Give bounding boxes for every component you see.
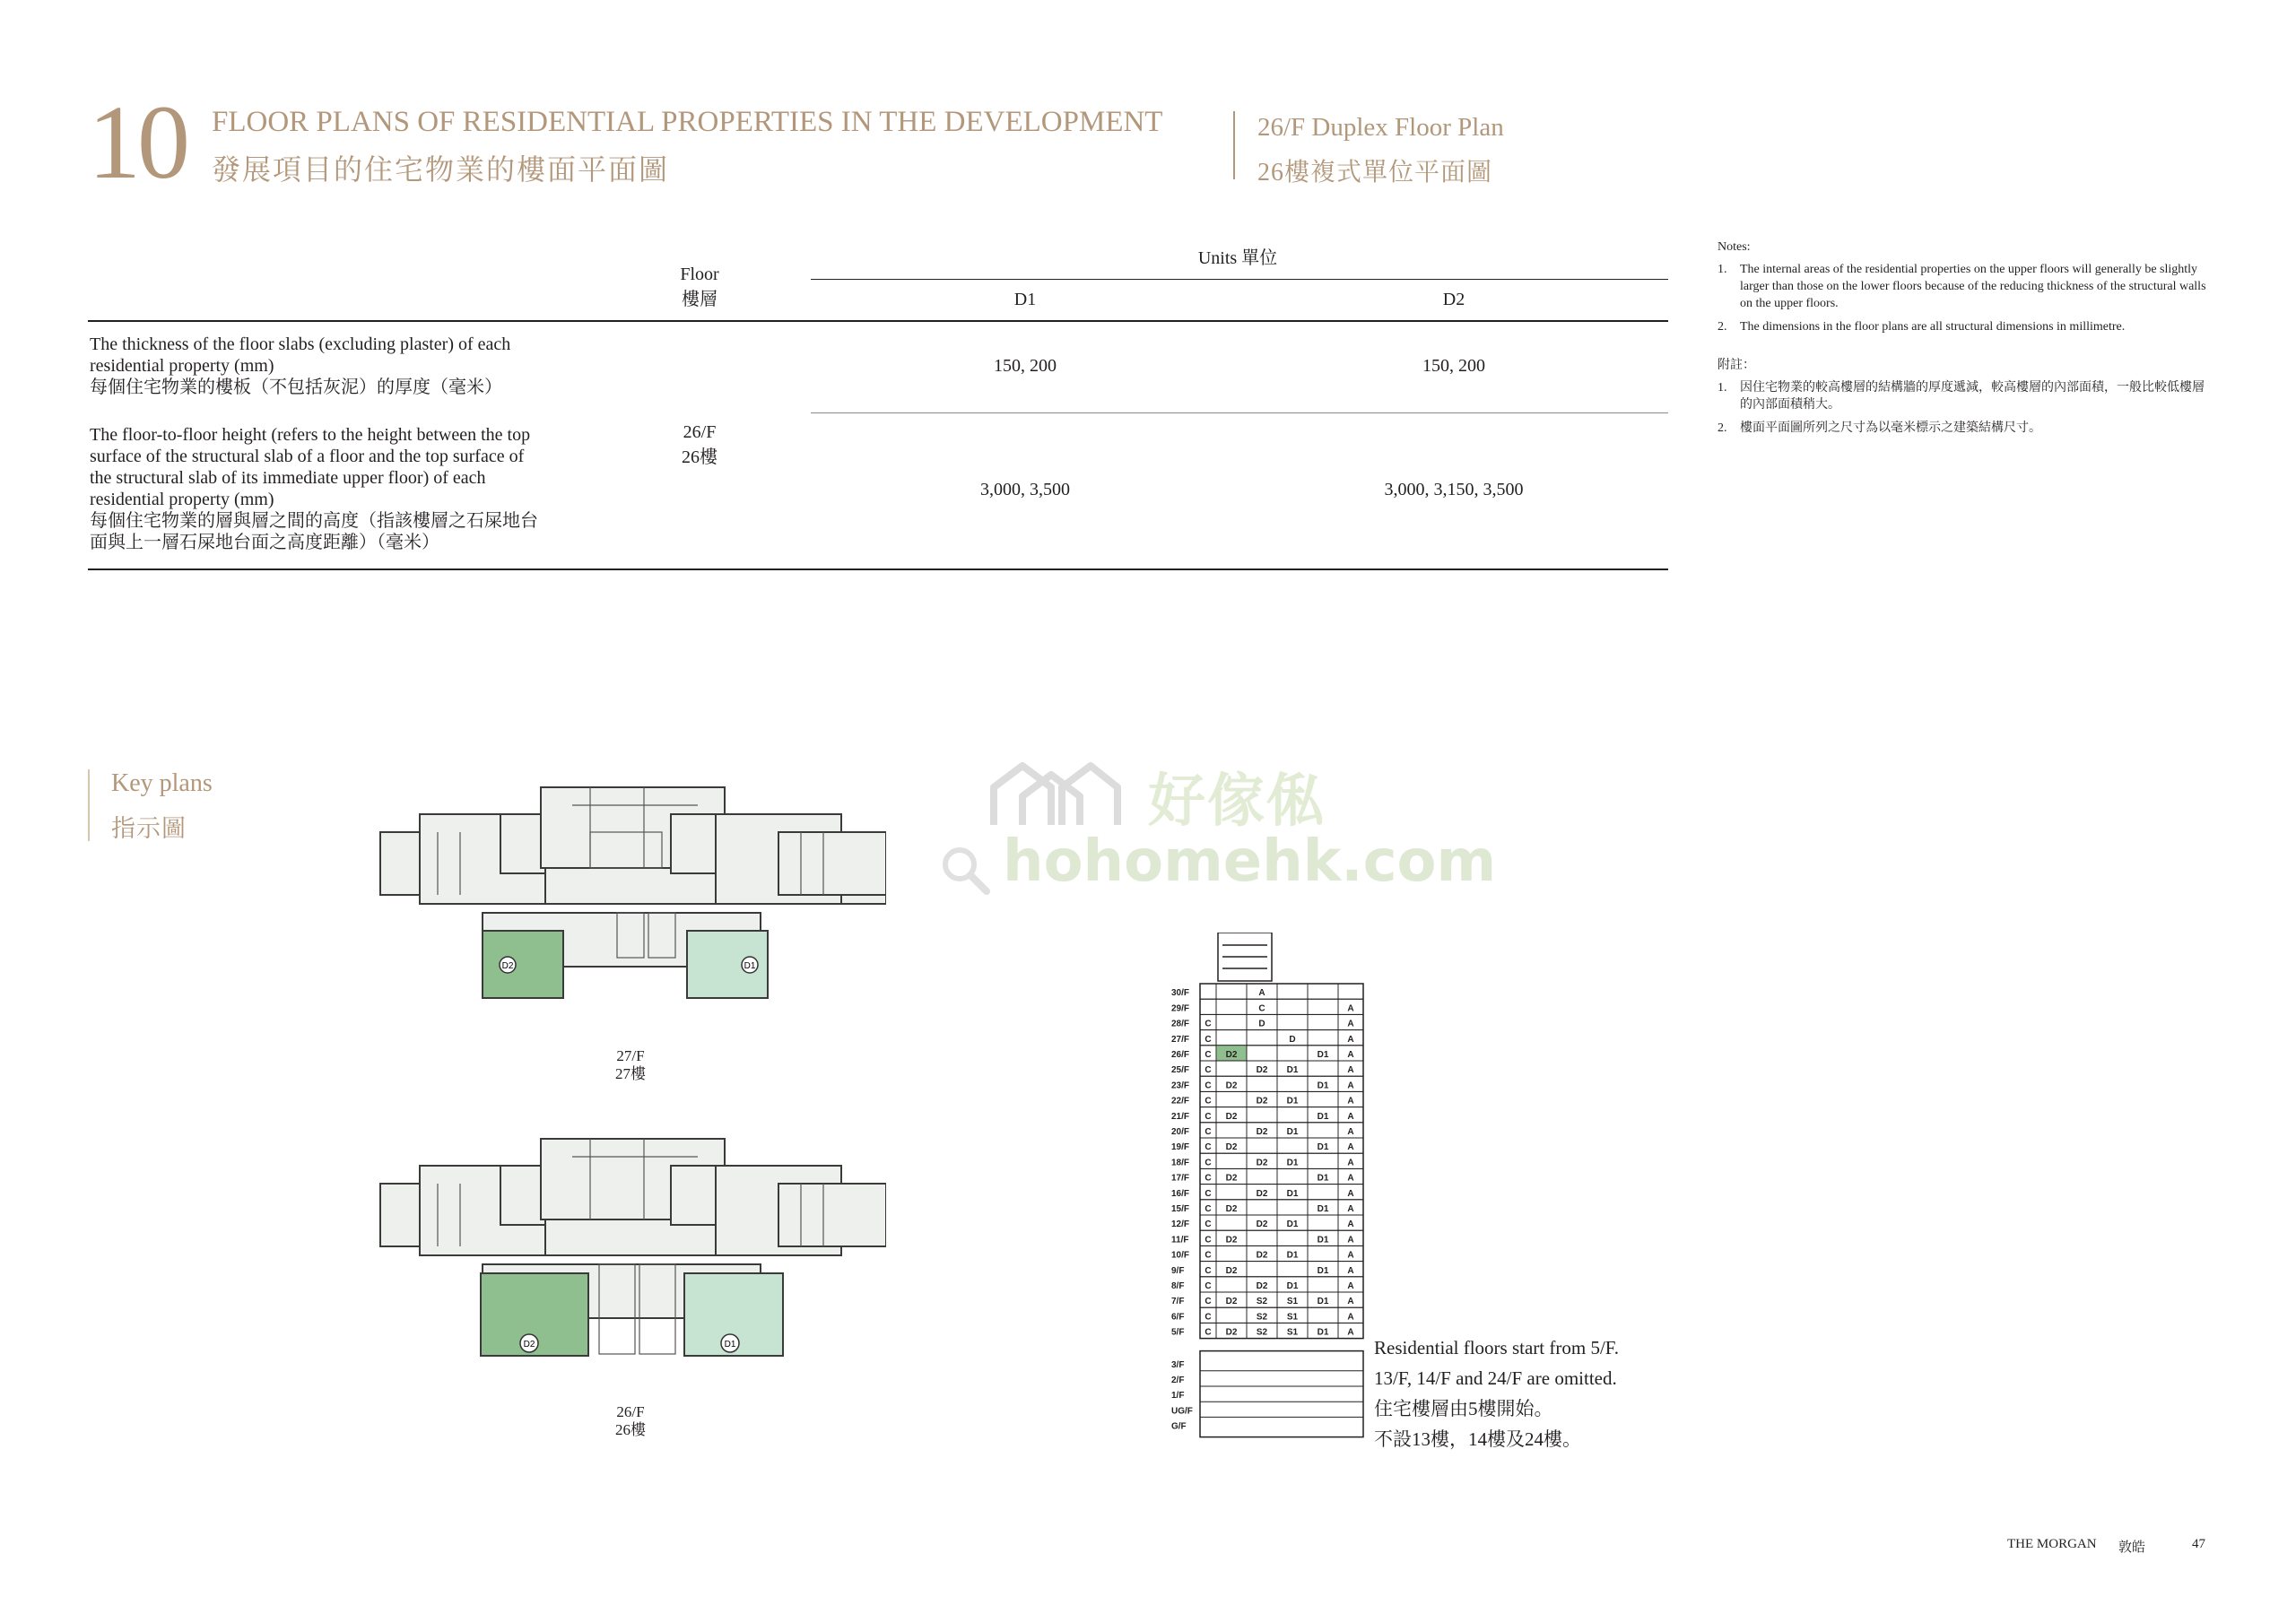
caption-zh: 26樓 bbox=[615, 1421, 646, 1438]
note-num: 1. bbox=[1718, 381, 1727, 395]
units-header-rule bbox=[811, 279, 1668, 280]
notes bbox=[1718, 239, 2211, 443]
stack-cell-label: D1 bbox=[1286, 1158, 1299, 1168]
row1-label-en-2: residential property (mm) bbox=[90, 356, 274, 376]
stack-cell-label: D2 bbox=[1225, 1235, 1238, 1245]
notes-list-en bbox=[1718, 261, 2211, 335]
note-en-2 bbox=[1718, 318, 2211, 335]
floor-label: 25/F bbox=[1171, 1065, 1190, 1076]
row1-value-d1: 150, 200 bbox=[994, 356, 1057, 376]
header-divider bbox=[1233, 111, 1235, 179]
table-bottom-rule bbox=[88, 568, 1668, 570]
floor-label: 11/F bbox=[1171, 1235, 1189, 1245]
row2-value-d2: 3,000, 3,150, 3,500 bbox=[1384, 480, 1524, 499]
stack-cell-label: D1 bbox=[1317, 1297, 1329, 1307]
stack-cell-label: C bbox=[1205, 1327, 1212, 1338]
floor-label: 27/F bbox=[1171, 1034, 1190, 1045]
stack-cell-label: D1 bbox=[1317, 1173, 1329, 1184]
key-plans-title-en: Key plans bbox=[111, 769, 213, 797]
floor-label: 22/F bbox=[1171, 1096, 1190, 1107]
note-text: The internal areas of the residential properties on the upper floors will generally be slightly larger than those on the lower floors because of the reducing thickness of the structural walls on the upper floors. bbox=[1740, 263, 2206, 310]
stack-cell-label: S2 bbox=[1256, 1327, 1268, 1338]
floor-label: 21/F bbox=[1171, 1111, 1190, 1122]
stack-cell-label: C bbox=[1205, 1127, 1212, 1137]
section-title-zh: 發展項目的住宅物業的樓面平面圖 bbox=[212, 153, 670, 186]
note-num: 2. bbox=[1718, 320, 1727, 334]
unit-label-d1: D1 bbox=[724, 1340, 736, 1350]
stack-cell-label: A bbox=[1347, 1281, 1354, 1291]
section-title-en: FLOOR PLANS OF RESIDENTIAL PROPERTIES IN THE DEVELOPMENT bbox=[212, 106, 1163, 138]
watermark-magnifier-icon bbox=[938, 843, 992, 897]
stack-cell-label: C bbox=[1205, 1096, 1212, 1107]
stack-cell-label: C bbox=[1205, 1235, 1212, 1245]
stack-cell-label: D2 bbox=[1256, 1250, 1268, 1261]
stack-cell-label: D bbox=[1258, 1019, 1265, 1029]
row2-label-en-4: residential property (mm) bbox=[90, 490, 274, 509]
floor-label: UG/F bbox=[1171, 1406, 1193, 1417]
stack-cell-label: A bbox=[1347, 1173, 1354, 1184]
notes-list-zh bbox=[1718, 379, 2211, 437]
stacking-note-line: 住宅樓層由5樓開始。 bbox=[1374, 1398, 1553, 1419]
stack-cell-label: A bbox=[1258, 988, 1265, 999]
row2-label-zh-2: 面與上一層石屎地台面之高度距離）（毫米） bbox=[90, 533, 439, 552]
stack-cell-label: C bbox=[1205, 1312, 1212, 1323]
caption-zh: 27樓 bbox=[615, 1065, 646, 1082]
stack-cell-label: C bbox=[1205, 1050, 1212, 1060]
watermark-en: hohomehk.com bbox=[1003, 829, 1497, 895]
stack-cell-label: D2 bbox=[1256, 1127, 1268, 1137]
key-plans-bar bbox=[88, 769, 90, 841]
stack-cell-label: A bbox=[1347, 1003, 1354, 1014]
floor-label: 10/F bbox=[1171, 1250, 1190, 1261]
stack-cell-label: C bbox=[1205, 1158, 1212, 1168]
stacking-diagram bbox=[1101, 933, 1370, 1462]
stack-cell-label: A bbox=[1347, 1111, 1354, 1122]
stack-cell-label: S1 bbox=[1286, 1312, 1299, 1323]
stack-cell-label: D1 bbox=[1317, 1050, 1329, 1060]
stack-cell-label: A bbox=[1347, 1127, 1354, 1137]
unit-d2-highlight bbox=[483, 931, 563, 998]
stack-cell-label: D2 bbox=[1256, 1065, 1268, 1076]
stack-cell-label: A bbox=[1347, 1312, 1354, 1323]
stack-cell-label: D1 bbox=[1317, 1327, 1329, 1338]
note-text: 樓面平面圖所列之尺寸為以毫米標示之建築結構尺寸。 bbox=[1740, 421, 2041, 435]
stacking-note-line: 13/F, 14/F and 24/F are omitted. bbox=[1374, 1367, 1617, 1389]
section-number: 10 bbox=[88, 83, 187, 201]
stacking-note bbox=[1374, 1332, 1619, 1454]
floor-label: 20/F bbox=[1171, 1127, 1190, 1137]
unit-label-d2: D2 bbox=[501, 961, 514, 971]
stack-cell-label: D1 bbox=[1286, 1188, 1299, 1199]
stack-cell-label: C bbox=[1205, 1250, 1212, 1261]
stack-cell-label: D1 bbox=[1286, 1219, 1299, 1230]
row2-label bbox=[90, 424, 628, 553]
floor-label: 29/F bbox=[1171, 1003, 1190, 1014]
stack-cell-label: A bbox=[1347, 1081, 1354, 1091]
floor-label: 16/F bbox=[1171, 1188, 1190, 1199]
row2-label-en-1: The floor-to-floor height (refers to the height between the top bbox=[90, 425, 531, 445]
stack-cell-label: D2 bbox=[1256, 1158, 1268, 1168]
floor-label: 19/F bbox=[1171, 1142, 1190, 1153]
floor-label: 23/F bbox=[1171, 1081, 1190, 1091]
stack-cell-label: A bbox=[1347, 1250, 1354, 1261]
stack-cell-label: C bbox=[1205, 1204, 1212, 1214]
column-d1: D1 bbox=[1013, 290, 1037, 309]
stack-cell-label: C bbox=[1205, 1173, 1212, 1184]
footer-brand: THE MORGAN bbox=[2007, 1537, 2097, 1551]
stack-cell-label: C bbox=[1205, 1265, 1212, 1276]
floor-label: 17/F bbox=[1171, 1173, 1190, 1184]
podium-outline bbox=[1200, 1351, 1363, 1437]
row-divider bbox=[811, 412, 1668, 413]
key-plan-26f-caption bbox=[577, 1403, 684, 1439]
note-text: The dimensions in the floor plans are all structural dimensions in millimetre. bbox=[1740, 320, 2126, 334]
stack-cell-label: D1 bbox=[1317, 1265, 1329, 1276]
note-num: 1. bbox=[1718, 263, 1727, 276]
column-d2: D2 bbox=[1442, 290, 1465, 309]
floor-label: 9/F bbox=[1171, 1265, 1185, 1276]
row2-label-en-3: the structural slab of its immediate upper floor) of each bbox=[90, 468, 486, 488]
row2-value-d1: 3,000, 3,500 bbox=[980, 480, 1070, 499]
stack-cell-label: D1 bbox=[1317, 1081, 1329, 1091]
stack-cell-label: C bbox=[1205, 1281, 1212, 1291]
note-zh-2 bbox=[1718, 420, 2211, 437]
unit-label-d1: D1 bbox=[744, 961, 756, 971]
key-plan-26f bbox=[375, 1130, 886, 1385]
stack-cell-label: A bbox=[1347, 1019, 1354, 1029]
row2-label-en-2: surface of the structural slab of a floor and the top surface of bbox=[90, 447, 525, 466]
stack-cell-label: A bbox=[1347, 1188, 1354, 1199]
floor-label: G/F bbox=[1171, 1421, 1187, 1432]
stack-cell-label: C bbox=[1205, 1065, 1212, 1076]
stack-cell-label: D1 bbox=[1317, 1204, 1329, 1214]
plan-title-en: 26/F Duplex Floor Plan bbox=[1257, 113, 1504, 142]
floor-label: 8/F bbox=[1171, 1281, 1185, 1291]
stack-cell-label: D2 bbox=[1256, 1281, 1268, 1291]
stack-cell-label: D2 bbox=[1256, 1219, 1268, 1230]
floor-label: 30/F bbox=[1171, 988, 1190, 999]
stack-cell-label: D2 bbox=[1225, 1265, 1238, 1276]
stack-cell-label: C bbox=[1205, 1111, 1212, 1122]
note-num: 2. bbox=[1718, 421, 1727, 435]
stack-cell-label: C bbox=[1205, 1297, 1212, 1307]
floor-label: 18/F bbox=[1171, 1158, 1190, 1168]
stack-cell-label: A bbox=[1347, 1219, 1354, 1230]
stack-cell-label: D1 bbox=[1286, 1065, 1299, 1076]
note-zh-1 bbox=[1718, 379, 2211, 413]
key-plan-27f-caption bbox=[577, 1047, 684, 1083]
floor-label: 3/F bbox=[1171, 1359, 1185, 1370]
watermark-house-icon bbox=[987, 760, 1121, 827]
floor-label: 12/F bbox=[1171, 1219, 1190, 1230]
stack-cell-label: D2 bbox=[1225, 1142, 1238, 1153]
stack-cell-label: A bbox=[1347, 1065, 1354, 1076]
floor-label: 26/F bbox=[1171, 1050, 1190, 1060]
row1-value-d2: 150, 200 bbox=[1422, 356, 1485, 376]
stack-cell-label: D1 bbox=[1286, 1127, 1299, 1137]
stack-cell-label: A bbox=[1347, 1265, 1354, 1276]
row1-label-en-1: The thickness of the floor slabs (excluding plaster) of each bbox=[90, 334, 511, 354]
stack-cell-label: D2 bbox=[1225, 1081, 1238, 1091]
stack-cell-label: A bbox=[1347, 1297, 1354, 1307]
stack-cell-label: D1 bbox=[1286, 1096, 1299, 1107]
key-plan-27f bbox=[375, 778, 886, 1029]
unit-label-d2: D2 bbox=[523, 1340, 535, 1350]
floor-label: 5/F bbox=[1171, 1327, 1185, 1338]
stack-cell-label: C bbox=[1258, 1003, 1265, 1014]
floor-label: 1/F bbox=[1171, 1391, 1185, 1402]
tower-outline bbox=[1200, 984, 1363, 1339]
stack-cell-label: D1 bbox=[1317, 1142, 1329, 1153]
note-text: 因住宅物業的較高樓層的結構牆的厚度遞減，較高樓層的內部面積，一般比較低樓層的內部面積稍大。 bbox=[1740, 381, 2205, 412]
units-header: Units 單位 bbox=[1197, 248, 1278, 268]
row1-label-zh-1: 每個住宅物業的樓板（不包括灰泥）的厚度（毫米） bbox=[90, 378, 502, 397]
stack-cell-label: C bbox=[1205, 1034, 1212, 1045]
stack-cell-label: C bbox=[1205, 1219, 1212, 1230]
floor-value-zh: 26樓 bbox=[682, 447, 718, 467]
stack-cell-label: A bbox=[1347, 1034, 1354, 1045]
stack-cell-label: S1 bbox=[1286, 1327, 1299, 1338]
stack-cell-label: A bbox=[1347, 1204, 1354, 1214]
stack-cell-label: D1 bbox=[1286, 1281, 1299, 1291]
table-header-rule bbox=[88, 320, 1668, 322]
stack-cell-label: D2 bbox=[1256, 1188, 1268, 1199]
stack-cell-label: A bbox=[1347, 1327, 1354, 1338]
stack-cell-label: C bbox=[1205, 1019, 1212, 1029]
stack-cell-label: A bbox=[1347, 1096, 1354, 1107]
page-number: 47 bbox=[2192, 1537, 2205, 1551]
row1-label bbox=[90, 334, 610, 398]
stack-cell-label: D1 bbox=[1286, 1250, 1299, 1261]
stack-cell-label: S1 bbox=[1286, 1297, 1299, 1307]
stacking-note-line: 不設13樓，14樓及24樓。 bbox=[1374, 1428, 1581, 1450]
stack-cell-label: A bbox=[1347, 1142, 1354, 1153]
floor-value-en: 26/F bbox=[683, 422, 717, 442]
stack-cell-label: S2 bbox=[1256, 1297, 1268, 1307]
stack-cell-label: D bbox=[1289, 1034, 1296, 1045]
floor-label: 15/F bbox=[1171, 1204, 1190, 1214]
row2-label-zh-1: 每個住宅物業的層與層之間的高度（指該樓層之石屎地台 bbox=[90, 511, 538, 531]
stack-cell-label: A bbox=[1347, 1050, 1354, 1060]
plan-title-zh: 26樓複式單位平面圖 bbox=[1257, 159, 1493, 187]
stack-cell-label: C bbox=[1205, 1188, 1212, 1199]
caption-en: 27/F bbox=[616, 1047, 645, 1064]
stack-cell-label: A bbox=[1347, 1158, 1354, 1168]
footer-brand-zh: 敦皓 bbox=[2118, 1541, 2146, 1555]
floor-label: 28/F bbox=[1171, 1019, 1190, 1029]
stack-cell-label: D2 bbox=[1225, 1173, 1238, 1184]
stack-cell-label: A bbox=[1347, 1235, 1354, 1245]
stack-cell-label: D2 bbox=[1225, 1327, 1238, 1338]
floor-label: 2/F bbox=[1171, 1376, 1185, 1385]
floor-header-zh: 樓層 bbox=[682, 290, 718, 309]
stack-cell-label: D2 bbox=[1225, 1297, 1238, 1307]
stack-cell-label: D2 bbox=[1225, 1204, 1238, 1214]
stack-cell-label: D1 bbox=[1317, 1235, 1329, 1245]
stack-cell-label: D2 bbox=[1225, 1050, 1238, 1060]
caption-en: 26/F bbox=[616, 1403, 645, 1420]
stacking-note-line: Residential floors start from 5/F. bbox=[1374, 1337, 1620, 1358]
floor-header-en: Floor bbox=[680, 265, 719, 284]
floor-label: 6/F bbox=[1171, 1312, 1185, 1323]
stack-cell-label: D2 bbox=[1225, 1111, 1238, 1122]
stack-cell-label: D2 bbox=[1256, 1096, 1268, 1107]
notes-title-zh: 附註： bbox=[1718, 359, 1755, 372]
stack-cell-label: S2 bbox=[1256, 1312, 1268, 1323]
stack-cell-label: D1 bbox=[1317, 1111, 1329, 1122]
stack-cell-label: C bbox=[1205, 1142, 1212, 1153]
stack-cell-label: C bbox=[1205, 1081, 1212, 1091]
floor-label: 7/F bbox=[1171, 1297, 1185, 1307]
watermark-zh: 好傢俬 bbox=[1148, 768, 1326, 835]
note-en-1 bbox=[1718, 261, 2211, 312]
notes-title-en: Notes: bbox=[1718, 240, 1751, 254]
key-plans-title-zh: 指示圖 bbox=[111, 815, 187, 842]
